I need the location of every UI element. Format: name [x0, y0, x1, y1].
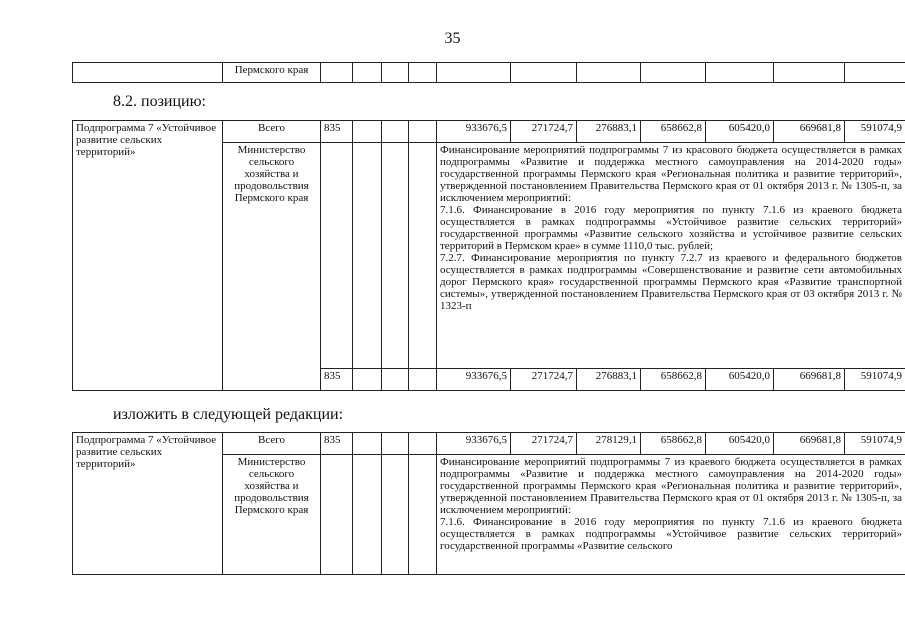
value-cell: 658662,8 — [641, 433, 706, 455]
code-cell: 835 — [321, 433, 353, 455]
financing-note: Финансирование мероприятий подпрограммы 7 из краевого бюджета осуществляется в рамках подпрограммы «Развитие и поддержка местного самоуправления на 2014-2020 годы» государственной программы Пермского края «Региональная политика и развитие территорий», утвержденной постановлением Правительства Пермского края от 01 октября 2013 г. № 1305-п, за исключением мероприятий: 7.1.6. Финансирование в 2016 году мероприятия по пункту 7.1.6 из краевого бюджета осуществляется в рамках подпрограммы «Устойчивое развитие сельских территорий» государственной программы «Развитие сельского — [437, 455, 905, 575]
total-label: Всего — [223, 433, 321, 455]
cell-empty — [321, 63, 353, 83]
total-label: Всего — [223, 121, 321, 143]
value-cell: 276883,1 — [577, 369, 641, 391]
cell-empty — [382, 143, 409, 369]
section-heading-2: изложить в следующей редакции: — [113, 406, 344, 423]
cell-empty — [353, 455, 382, 575]
value-cell: 276883,1 — [577, 121, 641, 143]
cell-empty — [437, 63, 511, 83]
value-cell: 933676,5 — [437, 433, 511, 455]
section-heading-1: 8.2. позицию: — [113, 93, 206, 110]
value-cell: 591074,9 — [845, 433, 905, 455]
value-cell: 605420,0 — [706, 433, 774, 455]
value-cell: 278129,1 — [577, 433, 641, 455]
financing-note: Финансирование мероприятий подпрограммы 7 из красового бюджета осуществляется в рамках подпрограммы «Развитие и поддержка местного самоуправления на 2014-2020 годы» государственной программы Пермского края «Региональная политика и развитие территорий», утвержденной постановлением Правительства Пермского края от 01 октября 2013 г. № 1305-п, за исключением мероприятий: 7.1.6. Финансирование в 2016 году мероприятия по пункту 7.1.6 из краевого бюджета осуществляется в рамках подпрограммы «Устойчивое развитие сельских территорий» государственной программы «Развитие сельского хозяйства и устойчивое развитие сельских территорий в Пермском крае» в сумме 1110,0 тыс. рублей; 7.2.7. Финансирование мероприятия по пункту 7.2.7 из краевого и федерального бюджетов осуществляется в рамках подпрограммы «Совершенствование и развитие сети автомобильных дорог Пермского края» государственной программы Пермского края «Развитие транспортной системы», утвержденной постановлением Правительства Пермского края от 03 октября 2013 г. № 1323-п — [437, 143, 905, 369]
program-cell: Подпрограмма 7 «Устойчивое развитие сельских территорий» — [73, 433, 223, 575]
value-cell: 933676,5 — [437, 369, 511, 391]
cell-empty — [511, 63, 577, 83]
cell-empty — [382, 433, 409, 455]
value-cell: 669681,8 — [774, 433, 845, 455]
top-table-fragment — [72, 62, 905, 83]
cell-empty — [382, 63, 409, 83]
cell-empty — [353, 433, 382, 455]
cell-empty — [706, 63, 774, 83]
code-cell: 835 — [321, 121, 353, 143]
cell-empty — [321, 455, 353, 575]
program-cell: Подпрограмма 7 «Устойчивое развитие сельских территорий» — [73, 121, 223, 391]
value-cell: 658662,8 — [641, 121, 706, 143]
ministry-cell: Министерство сельского хозяйства и продовольствия Пермского края — [223, 143, 321, 391]
cell-empty — [774, 63, 845, 83]
ministry-cell: Министерство сельского хозяйства и продовольствия Пермского края — [223, 455, 321, 575]
value-cell: 271724,7 — [511, 433, 577, 455]
cell-empty — [641, 63, 706, 83]
cell-empty — [409, 369, 437, 391]
value-cell: 933676,5 — [437, 121, 511, 143]
value-cell: 605420,0 — [706, 369, 774, 391]
value-cell: 271724,7 — [511, 369, 577, 391]
value-cell: 669681,8 — [774, 369, 845, 391]
cell-empty — [409, 455, 437, 575]
cell-empty — [409, 63, 437, 83]
cell-empty — [353, 369, 382, 391]
value-cell: 605420,0 — [706, 121, 774, 143]
cell-empty — [382, 369, 409, 391]
cell-empty — [409, 143, 437, 369]
cell-empty — [382, 455, 409, 575]
cell-empty — [409, 433, 437, 455]
cell-empty — [409, 121, 437, 143]
value-cell: 669681,8 — [774, 121, 845, 143]
cell-empty — [321, 143, 353, 369]
cell-empty — [73, 63, 223, 83]
position-table-new — [72, 432, 905, 575]
value-cell: 591074,9 — [845, 121, 905, 143]
cell-empty — [845, 63, 905, 83]
position-table-old — [72, 120, 905, 391]
cell-empty — [577, 63, 641, 83]
cell-empty — [353, 63, 382, 83]
cell-empty — [353, 143, 382, 369]
cell-empty — [382, 121, 409, 143]
value-cell: 658662,8 — [641, 369, 706, 391]
code-cell: 835 — [321, 369, 353, 391]
org-cell: Пермского края — [223, 63, 321, 83]
value-cell: 271724,7 — [511, 121, 577, 143]
page-number: 35 — [444, 30, 461, 47]
cell-empty — [353, 121, 382, 143]
value-cell: 591074,9 — [845, 369, 905, 391]
